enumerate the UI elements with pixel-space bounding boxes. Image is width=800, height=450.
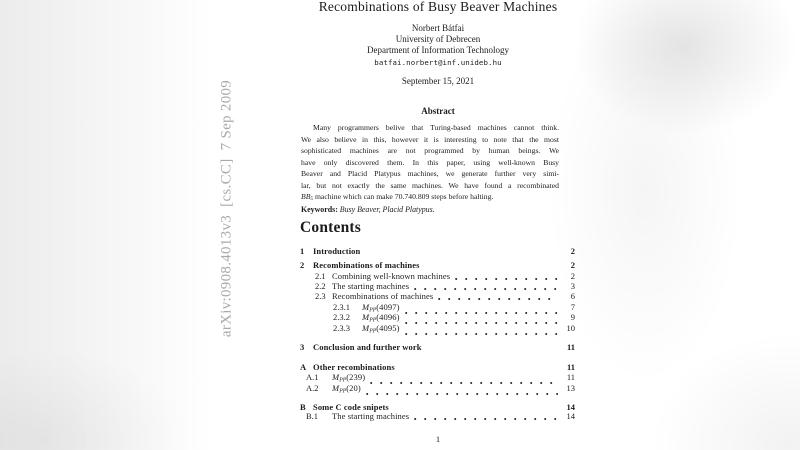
text-run-it: BB bbox=[301, 192, 311, 201]
abstract-line: We also believe in this, however it is interesting to note that the most bbox=[301, 134, 559, 144]
text-run-bf: Keywords: bbox=[301, 205, 340, 214]
text-run-msub: PP bbox=[369, 317, 377, 324]
text-run-msub: PP bbox=[369, 307, 377, 314]
toc-page-number: 11 bbox=[566, 342, 575, 352]
toc-page-number: 13 bbox=[566, 383, 575, 393]
dot-leader bbox=[455, 278, 558, 280]
dot-leader bbox=[405, 333, 559, 335]
toc-number: A.2 bbox=[306, 383, 319, 393]
toc-entry-2 bbox=[300, 260, 575, 270]
toc-entry-A.2 bbox=[300, 383, 575, 396]
abstract-line: sophisticated machines are not programmed by human beings. We bbox=[301, 146, 559, 155]
toc-entry-2.3 bbox=[300, 291, 575, 301]
toc-page-number: 11 bbox=[566, 362, 575, 372]
toc-number: 2.2 bbox=[315, 281, 326, 291]
toc-number: 3 bbox=[300, 342, 305, 352]
arxiv-watermark: arXiv:0908.4013v3 [cs.CC] 7 Sep 2009 bbox=[218, 79, 235, 338]
text-run: (4096) bbox=[376, 312, 400, 322]
toc-entry-2.3.3 bbox=[300, 323, 575, 336]
toc-number: 2.3.1 bbox=[333, 302, 350, 312]
abstract-line: Many programmers belive that Turing-based machines cannot think. bbox=[313, 123, 559, 132]
toc-number: 2.3 bbox=[315, 291, 326, 301]
text-run-it: Busy Beaver, Placid Platypus. bbox=[339, 205, 435, 214]
text-run: Combining well-known machines bbox=[332, 271, 451, 281]
text-run-cal: M bbox=[362, 323, 370, 333]
toc-page-number: 14 bbox=[566, 411, 575, 421]
toc-title bbox=[313, 362, 395, 372]
dot-leader bbox=[414, 418, 558, 420]
page-number: 1 bbox=[435, 434, 441, 444]
abstract-line: Beaver and Placid Platypus machines, we generate further very simi- bbox=[301, 169, 559, 178]
toc-entry-2.1 bbox=[300, 271, 575, 281]
author-name: Norbert Bátfai bbox=[411, 23, 465, 33]
text-run: Recombinations of machines bbox=[332, 291, 434, 301]
toc-entry-A bbox=[300, 362, 575, 372]
toc-number: B bbox=[300, 402, 306, 412]
toc-number: A.1 bbox=[306, 372, 319, 382]
text-run-cal: M bbox=[332, 383, 340, 393]
text-run-msub: PP bbox=[339, 377, 347, 384]
contents-heading: Contents bbox=[300, 219, 362, 236]
text-run: The starting machines bbox=[332, 281, 410, 291]
toc-number: 2.1 bbox=[315, 271, 326, 281]
text-run: (20) bbox=[346, 383, 361, 393]
toc-entry-B.1 bbox=[300, 411, 575, 421]
text-run-cal: M bbox=[362, 312, 370, 322]
toc-number: 1 bbox=[300, 246, 305, 256]
toc-page-number: 6 bbox=[570, 291, 575, 301]
abstract-line: lar, but not exactly the same machines. We have found a recombinated bbox=[301, 180, 559, 190]
page-title: Recombinations of Busy Beaver Machines bbox=[318, 0, 558, 14]
toc-title bbox=[362, 323, 400, 336]
text-run: (4095) bbox=[376, 323, 400, 333]
toc-entry-2.2 bbox=[300, 281, 575, 291]
toc-page-number: 10 bbox=[566, 323, 575, 333]
toc-page-number: 3 bbox=[570, 281, 575, 291]
toc-title bbox=[332, 291, 433, 301]
dot-leader bbox=[438, 298, 558, 300]
affiliation-department: Department of Information Technology bbox=[367, 45, 509, 56]
table-of-contents bbox=[300, 0, 575, 450]
toc-title bbox=[313, 260, 420, 270]
toc-page-number: 14 bbox=[566, 402, 575, 412]
text-run: machine which can make 70.740.809 steps before halting. bbox=[313, 192, 494, 201]
toc-page-number: 9 bbox=[570, 312, 575, 322]
toc-entry-3 bbox=[300, 342, 575, 352]
text-run-cal: M bbox=[362, 302, 370, 312]
text-run: Recombinations of machines bbox=[313, 260, 420, 270]
affiliation-university: University of Debrecen bbox=[395, 34, 481, 45]
paper-date: September 15, 2021 bbox=[401, 76, 475, 86]
toc-title bbox=[332, 281, 409, 291]
toc-title bbox=[332, 411, 409, 421]
dot-leader bbox=[414, 288, 558, 290]
toc-title bbox=[313, 246, 360, 256]
text-run: Conclusion and further work bbox=[313, 342, 422, 352]
toc-page-number: 11 bbox=[566, 372, 575, 382]
toc-number: 2.3.3 bbox=[333, 323, 350, 333]
dot-leader bbox=[366, 393, 558, 395]
toc-page-number: 2 bbox=[570, 246, 575, 256]
text-run: Other recombinations bbox=[313, 362, 395, 372]
text-run-msub: PP bbox=[369, 328, 377, 335]
text-run: (239) bbox=[346, 372, 366, 382]
text-run: Some C code snipets bbox=[313, 402, 389, 412]
author-email: batfai.norbert@inf.unideb.hu bbox=[374, 57, 502, 67]
text-run: (4097) bbox=[376, 302, 400, 312]
toc-number: 2.3.2 bbox=[333, 312, 350, 322]
text-run-sub: 5 bbox=[310, 196, 314, 203]
text-run-msub: PP bbox=[339, 388, 347, 395]
text-run: The starting machines bbox=[332, 411, 410, 421]
text-run-cal: M bbox=[332, 372, 340, 382]
toc-page-number: 2 bbox=[570, 271, 575, 281]
text-run: Introduction bbox=[313, 246, 361, 256]
toc-number: 2 bbox=[300, 260, 305, 270]
toc-title bbox=[313, 342, 422, 352]
abstract-heading: Abstract bbox=[421, 106, 455, 116]
toc-page-number: 7 bbox=[570, 302, 575, 312]
toc-number: B.1 bbox=[306, 411, 319, 421]
toc-page-number: 2 bbox=[570, 260, 575, 270]
abstract-line: have only discovered them. In this paper, using well-known Busy bbox=[301, 157, 559, 167]
toc-title bbox=[332, 271, 450, 281]
toc-title bbox=[332, 383, 361, 396]
toc-entry-1 bbox=[300, 246, 575, 256]
toc-number: A bbox=[300, 362, 307, 372]
